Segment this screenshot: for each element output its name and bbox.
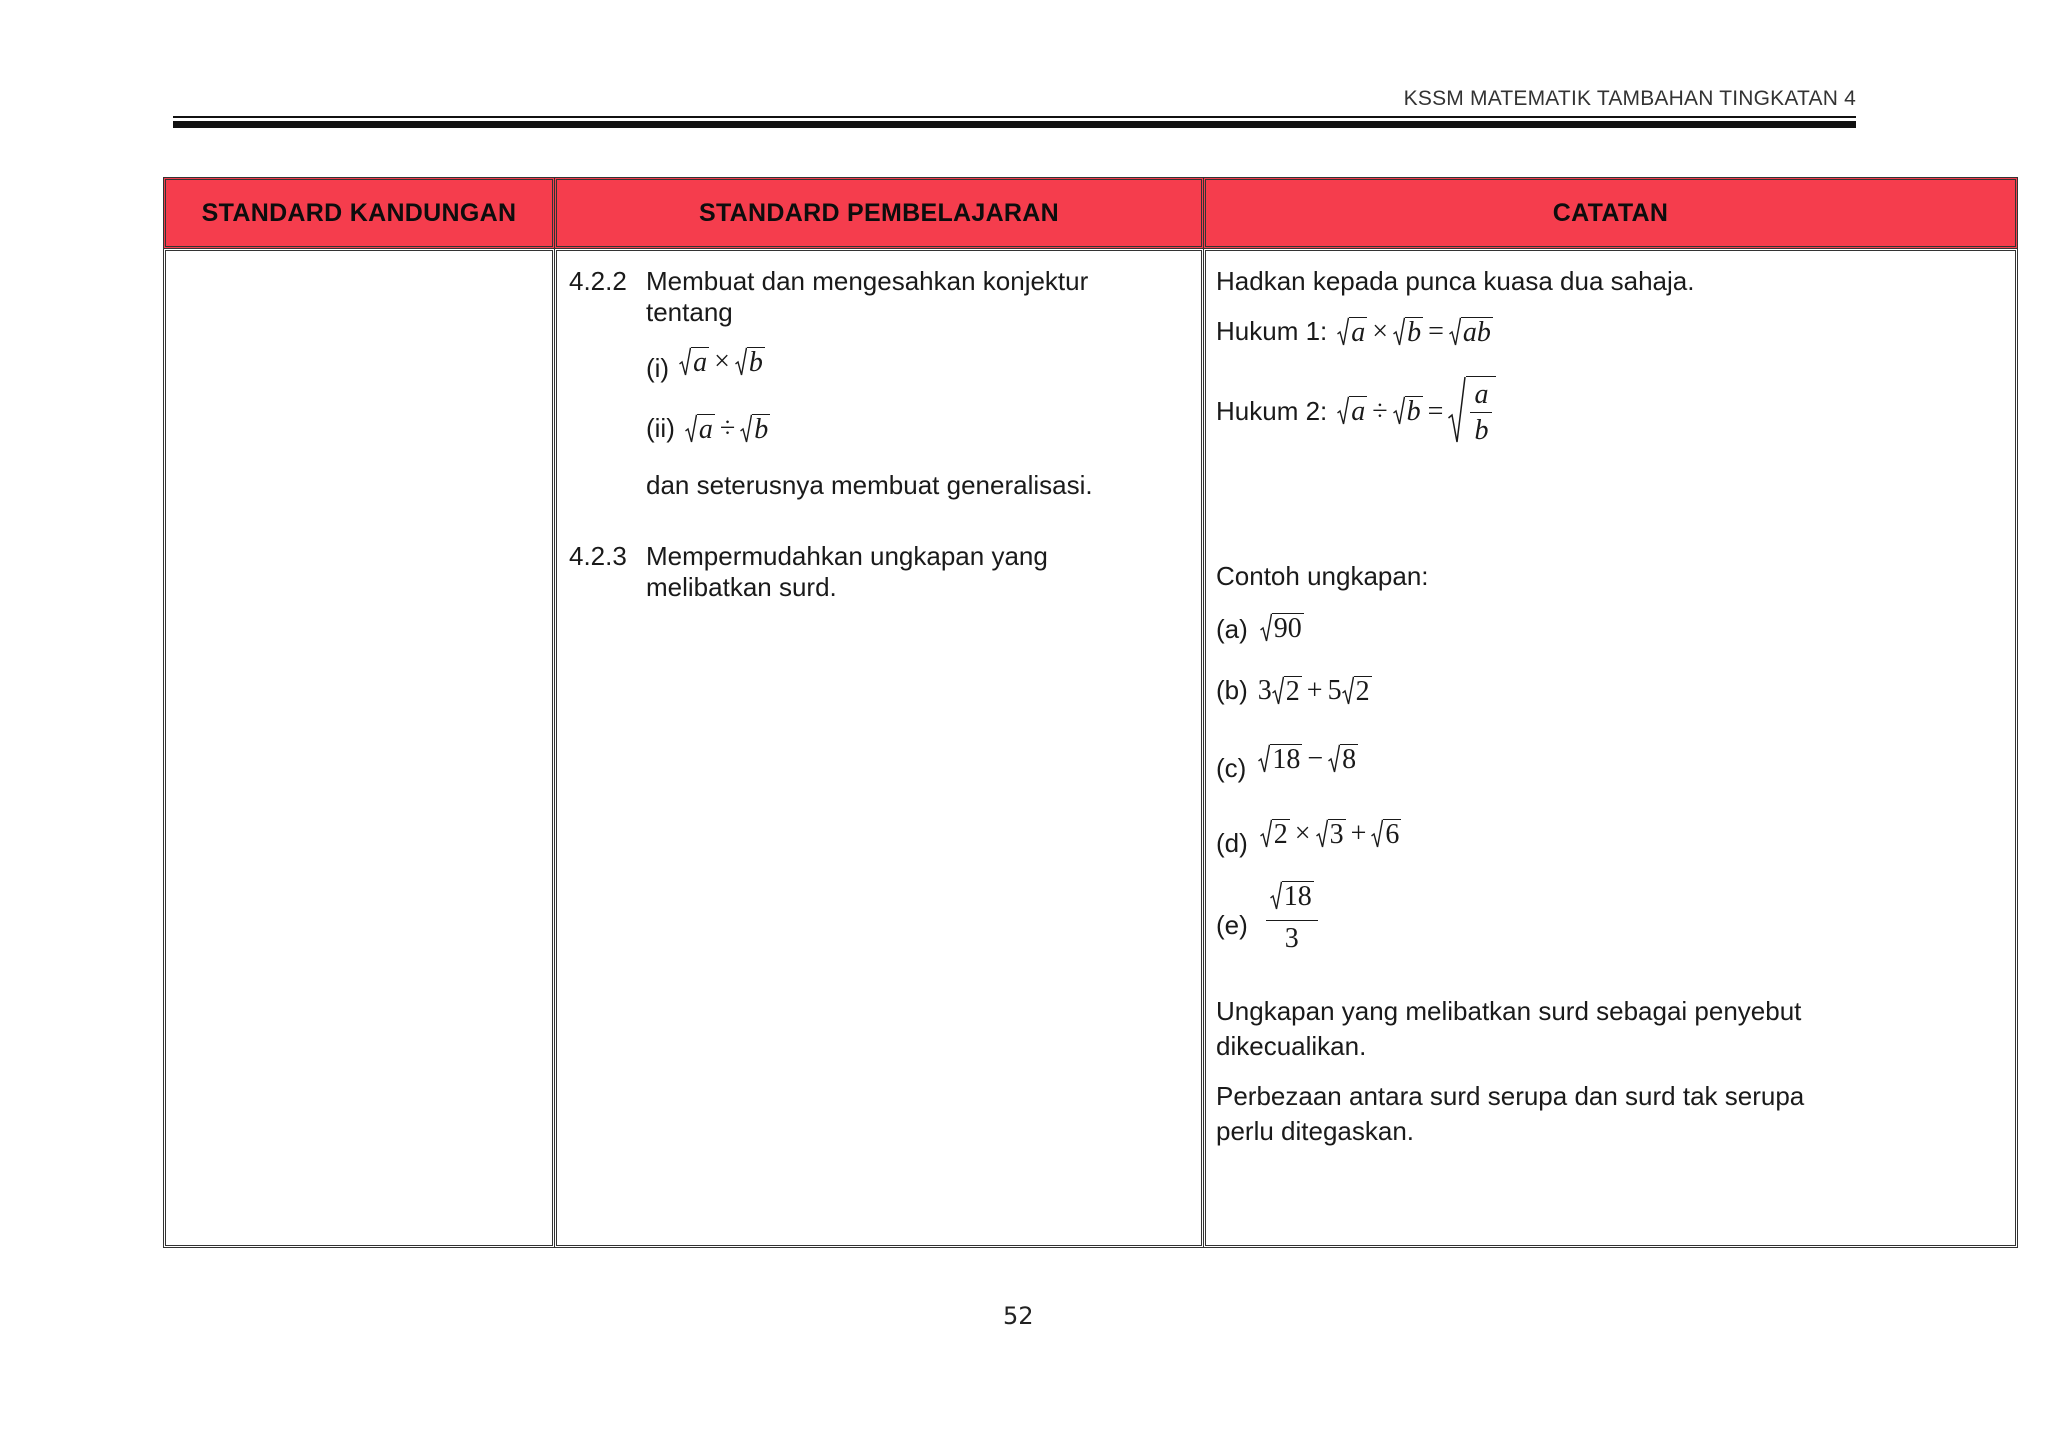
- math-var: a: [1351, 396, 1366, 427]
- radicand: 2: [1355, 675, 1370, 707]
- note-text: perlu ditegaskan.: [1216, 1116, 1415, 1146]
- math-expression: [1258, 675, 1372, 706]
- math-expression: [685, 413, 770, 444]
- radicand: 90: [1273, 612, 1302, 644]
- example-d: [1216, 808, 1401, 859]
- radical: [735, 347, 765, 377]
- denominator: 3: [1284, 923, 1299, 954]
- math-var: b: [1474, 415, 1489, 446]
- math-operator: ÷: [719, 413, 736, 444]
- example-e: [1216, 881, 1318, 954]
- radicand: 8: [1342, 743, 1357, 775]
- law-1: [1216, 316, 1493, 347]
- math-var: a: [1351, 316, 1366, 348]
- math-var: b: [754, 413, 769, 445]
- item-text: melibatkan surd.: [646, 572, 837, 602]
- sub-item-label: (i): [646, 353, 670, 383]
- coefficient: 3: [1257, 675, 1272, 706]
- radical: [1316, 819, 1346, 849]
- catatan-cell: [1203, 248, 2018, 1248]
- radical: [1272, 676, 1302, 706]
- header-rule-thick: [173, 121, 1856, 128]
- note-text: dikecualikan.: [1216, 1031, 1367, 1061]
- example-c: [1216, 733, 1358, 784]
- math-expression: [1337, 316, 1493, 347]
- math-var: b: [1407, 316, 1422, 348]
- math-operator: ÷: [1372, 395, 1388, 427]
- item-text: Mempermudahkan ungkapan yang: [646, 541, 1048, 571]
- radicand: 3: [1329, 818, 1344, 850]
- radical: [679, 347, 709, 377]
- radical: [1258, 744, 1302, 774]
- sub-item-label: (ii): [646, 413, 675, 443]
- note-text: Perbezaan antara surd serupa dan surd tak serupa: [1216, 1081, 1805, 1111]
- radical: [1393, 396, 1423, 426]
- radical: [740, 414, 770, 444]
- math-operator: ×: [714, 346, 730, 377]
- math-var: b: [1406, 396, 1421, 427]
- example-label: (b): [1216, 675, 1248, 705]
- item-number: 4.2.3: [569, 541, 627, 571]
- kandungan-cell: [163, 248, 555, 1248]
- math-operator: +: [1306, 675, 1323, 706]
- math-var: a: [698, 413, 713, 445]
- header-catatan: CATATAN: [1203, 177, 2018, 249]
- math-var: ab: [1462, 316, 1491, 348]
- radical: [1371, 819, 1401, 849]
- math-expression: [1337, 376, 1496, 446]
- item-conclusion: dan seterusnya membuat generalisasi.: [646, 470, 1093, 500]
- math-var: a: [693, 346, 708, 378]
- radical-fraction: [1448, 376, 1496, 446]
- math-operator: ×: [1372, 316, 1389, 347]
- radicand: 6: [1385, 818, 1400, 850]
- math-operator: =: [1428, 316, 1444, 347]
- sub-item-i: [646, 346, 765, 384]
- example-label: (a): [1216, 614, 1248, 644]
- radicand: 2: [1273, 818, 1288, 850]
- math-operator: −: [1307, 743, 1324, 774]
- radicand: 18: [1283, 881, 1312, 912]
- item-text: Membuat dan mengesahkan konjektur: [646, 266, 1089, 296]
- math-expression: [1260, 818, 1402, 849]
- math-expression: [1260, 613, 1304, 643]
- radical: [1393, 317, 1423, 347]
- radical: [1342, 676, 1372, 706]
- pembelajaran-cell: [554, 248, 1204, 1248]
- fraction: [1470, 379, 1492, 446]
- radical: [1270, 881, 1314, 911]
- example-label: (d): [1216, 828, 1248, 858]
- radical: [1260, 613, 1304, 643]
- examples-heading: Contoh ungkapan:: [1216, 561, 1429, 591]
- item-text: tentang: [646, 297, 733, 327]
- radical: [1337, 396, 1367, 426]
- example-label: (c): [1216, 753, 1247, 783]
- law-label: Hukum 2:: [1216, 395, 1328, 426]
- radical: [1449, 317, 1493, 347]
- radicand: 18: [1272, 743, 1301, 775]
- example-label: (e): [1216, 910, 1248, 940]
- header-rule-thin: [173, 116, 1856, 118]
- radical: [1260, 819, 1290, 849]
- math-expression: [1258, 743, 1358, 774]
- math-expression: [1266, 881, 1318, 954]
- math-operator: +: [1350, 818, 1367, 849]
- example-b: [1216, 675, 1372, 706]
- fraction: [1266, 881, 1318, 954]
- math-expression: [679, 346, 765, 377]
- law-label: Hukum 1:: [1216, 316, 1328, 346]
- math-var: a: [1474, 379, 1489, 410]
- math-var: b: [748, 346, 763, 378]
- math-operator: ×: [1294, 818, 1311, 849]
- math-operator: =: [1427, 395, 1444, 427]
- radical: [1328, 744, 1358, 774]
- sub-item-ii: [646, 413, 770, 444]
- page-number: 52: [1003, 1302, 1034, 1330]
- radical: [1337, 317, 1367, 347]
- item-number: 4.2.2: [569, 266, 627, 296]
- example-a: [1216, 614, 1304, 645]
- coefficient: 5: [1327, 675, 1342, 706]
- header-standard-kandungan: STANDARD KANDUNGAN: [163, 177, 555, 249]
- note-text: Ungkapan yang melibatkan surd sebagai penyebut: [1216, 996, 1802, 1026]
- radical: [685, 414, 715, 444]
- note-text: Hadkan kepada punca kuasa dua sahaja.: [1216, 266, 1695, 296]
- header-standard-pembelajaran: STANDARD PEMBELAJARAN: [554, 177, 1204, 249]
- radicand: 2: [1285, 675, 1300, 707]
- law-2: [1216, 376, 1496, 446]
- running-head: KSSM MATEMATIK TAMBAHAN TINGKATAN 4: [1403, 87, 1856, 110]
